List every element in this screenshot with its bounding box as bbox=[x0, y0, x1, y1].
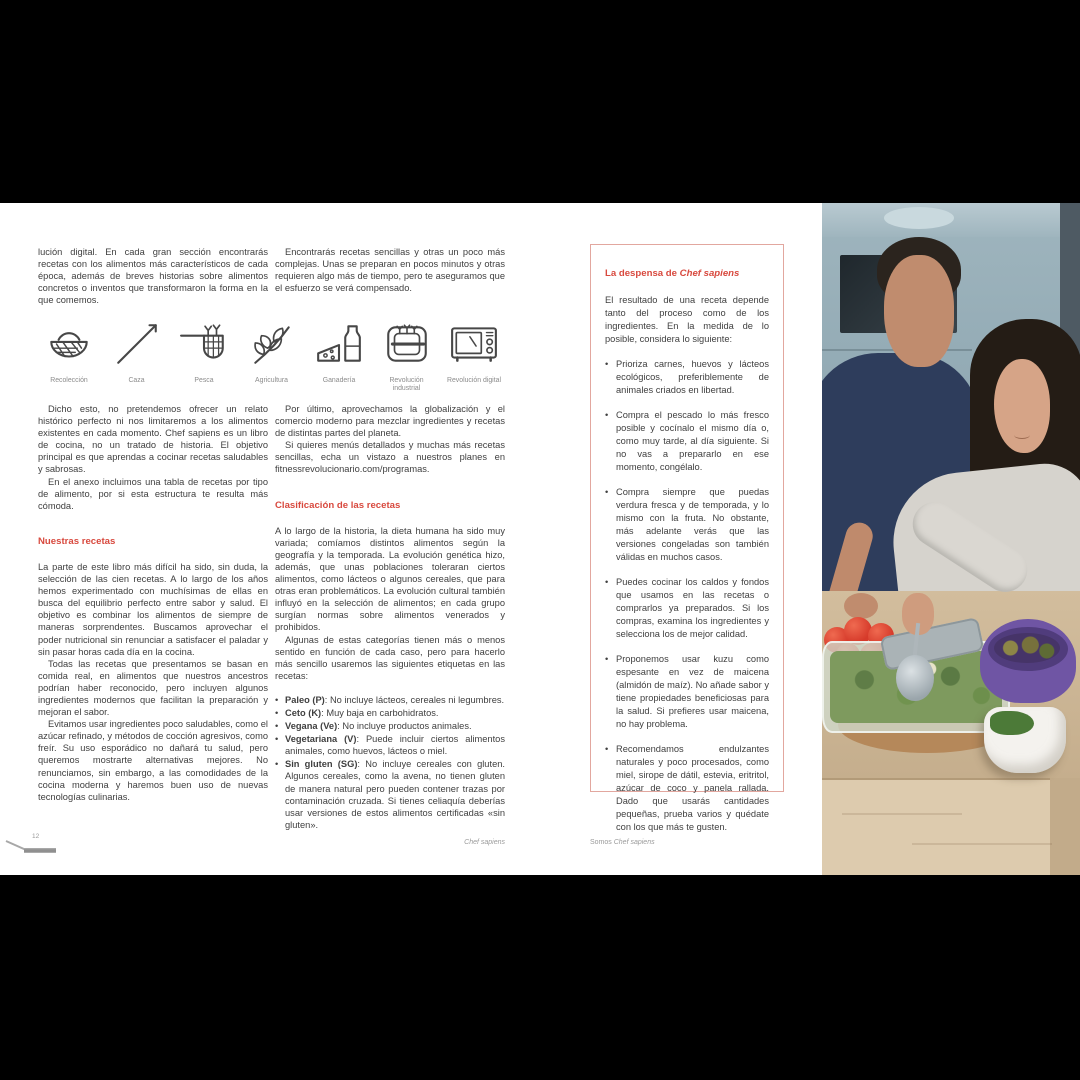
white-bowl bbox=[984, 707, 1066, 773]
paragraph: Encontrarás recetas sencillas y otras un poco más complejas. Unas se preparan en pocos minutos y otras requieren algo más de tiempo, pero te aseguramos que el esfuerzo se verá compensado. bbox=[275, 247, 505, 294]
pantry-sidebar-box bbox=[590, 244, 784, 832]
purple-bowl bbox=[980, 619, 1076, 703]
page-number: 12 bbox=[32, 833, 40, 840]
icon-label: Recolección bbox=[50, 377, 88, 384]
section-heading-clasificacion: Clasificación de las recetas bbox=[275, 499, 401, 511]
can-icon bbox=[382, 319, 432, 369]
book-spread bbox=[0, 203, 1080, 875]
list-item: • Recomendamos endulzantes naturales y poco procesados, como miel, sirope de dátil, estevia, eritritol, azúcar de coco y panela rallada. Dado que usarás cantidades pequeñas, prueba varios y quédate con los que más te gusten. bbox=[605, 744, 769, 832]
paragraph: Si quieres menús detallados y muchas más recetas sencillas, echa un vistazo a nuestros planes en fitnessrevolucionario.com/programas. bbox=[275, 440, 505, 475]
food-history-icon-band bbox=[38, 319, 505, 394]
net-icon bbox=[179, 319, 229, 369]
running-title-right: Somos Chef sapiens bbox=[590, 839, 655, 846]
middle-column-main bbox=[275, 403, 505, 832]
left-column-main bbox=[38, 403, 268, 803]
list-item: • Compra el pescado lo más fresco posible y cocínalo el mismo día o, como muy tarde, al día siguiente. Si no vas a prepararlo en ese momento, congélalo. bbox=[605, 410, 769, 472]
paragraph: En el anexo incluimos una tabla de recetas por tipo de alimento, por si esta estructura te resulta más cómoda. bbox=[38, 476, 268, 511]
wood-grain bbox=[842, 813, 962, 815]
ceiling-light bbox=[884, 207, 954, 229]
microwave-icon bbox=[449, 319, 499, 369]
icon-label: Revolución industrial bbox=[389, 377, 424, 393]
list-item: • Puedes cocinar los caldos y fondos que usamos en las recetas o comprarlos ya preparados. Si los compras, examina los ingredientes y selecciona los de mejor calidad. bbox=[605, 577, 769, 639]
counter-front bbox=[822, 778, 1080, 875]
list-item: • Sin gluten (SG): No incluye cereales con gluten. Algunos cereales, como la avena, no tienen gluten de manera natural pero pueden contener trazas por contaminación cruzada. Si tienes celiaquía deberías usar versiones de estos alimentos certificadas «sin gluten». bbox=[275, 759, 505, 830]
woman-smile bbox=[1014, 431, 1030, 439]
left-column-intro bbox=[38, 246, 268, 306]
knife-icon bbox=[4, 839, 60, 855]
icon-item-caza bbox=[106, 319, 168, 394]
paragraph: Algunas de estas categorías tienen más o menos sentido en función de cada caso, pero para hacerlo más sencillo usaremos las siguientes etiquetas en las recetas: bbox=[275, 634, 505, 681]
paragraph: A lo largo de la historia, la dieta humana ha sido muy variada; comíamos distintos alimentos según la geografía y la temporada. La evolución genética hizo, además, que unas poblaciones toleraran ciertos alimentos, como lácteos o algunos cereales, que para otras eran problemáticos. La evolución cultural también influyó en la selección de alimentos; en cada grupo surgían normas sobre alimentos venerados y prohibidos. bbox=[275, 525, 505, 633]
kitchen-photo bbox=[822, 203, 1080, 875]
list-item: • Vegana (Ve): No incluye productos animales. bbox=[275, 721, 472, 732]
spinach-leaves bbox=[990, 711, 1034, 735]
icon-label: Agricultura bbox=[255, 377, 288, 384]
list-item: • Ceto (K): Muy baja en carbohidratos. bbox=[275, 707, 439, 718]
middle-column-intro bbox=[275, 246, 505, 294]
icon-item-revolucion-digital bbox=[443, 319, 505, 394]
icon-item-agricultura bbox=[241, 319, 303, 394]
dairy-icon bbox=[314, 319, 364, 369]
serving-spoon bbox=[896, 655, 934, 701]
spear-icon bbox=[112, 319, 162, 369]
paragraph: La parte de este libro más difícil ha sido, sin duda, la selección de las cien recetas. A lo largo de los años hemos experimentado con muchísimas de ellas en busca del equilibrio perfecto entre sabor y salud. El objetivo es combinar los alimentos de siempre de maneras sorprendentes. Buscamos aprovechar el poder nutricional sin renunciar a satisfacer el paladar y sin pasar horas cada día en la cocina. bbox=[38, 561, 268, 657]
section-heading-nuestras-recetas: Nuestras recetas bbox=[38, 535, 116, 547]
bowl-food bbox=[994, 633, 1060, 663]
paragraph: Evitamos usar ingredientes poco saludables, como el azúcar refinado, y métodos de cocción agresivos, como freír. Su uso esporádico no dañará tu salud, pero queremos mostrarte alternativas mejores. No renunciamos, sin embargo, a las comodidades de la cocina moderna y haremos buen uso de nuevas tecnologías culinarias. bbox=[38, 719, 268, 802]
wood-grain bbox=[912, 843, 1052, 845]
paragraph: Todas las recetas que presentamos se basan en comida real, en alimentos que nuestros ancestros podrían haber reconocido, pero incluyen algunos ingredientes modernos que facilitan la preparación y mejoran el sabor. bbox=[38, 658, 268, 718]
icon-item-ganaderia bbox=[308, 319, 370, 394]
icon-item-pesca bbox=[173, 319, 235, 394]
basket-icon bbox=[44, 319, 94, 369]
pantry-box-title: La despensa de Chef sapiens bbox=[605, 268, 740, 279]
list-item: • Paleo (P): No incluye lácteos, cereales ni legumbres. bbox=[275, 694, 505, 705]
pantry-tips-list bbox=[605, 358, 769, 834]
icon-label: Caza bbox=[128, 377, 145, 384]
icon-label: Ganadería bbox=[322, 377, 356, 384]
paragraph: lución digital. En cada gran sección encontrarás recetas con los alimentos más característicos de cada época, además de breves historias sobre alimentos concretos o inventos que transformaron la forma en la que comemos. bbox=[38, 247, 268, 306]
man-face bbox=[884, 255, 954, 367]
icon-label: Revolución digital bbox=[446, 377, 501, 384]
paragraph: Dicho esto, no pretendemos ofrecer un relato histórico perfecto ni nos limitaremos a los alimentos existentes en cada momento. Chef sapiens es un libro de cocina, no un tratado de historia. El objetivo principal es que aprendas a cocinar recetas saludables y sabrosas. bbox=[38, 404, 268, 475]
list-item: • Proponemos usar kuzu como espesante en vez de maicena (almidón de maíz). No añade sabor y tiene propiedades beneficiosas para la salud. Si prefieres usar maicena, no hay problema. bbox=[605, 654, 769, 729]
pantry-box-intro: El resultado de una receta depende tanto del proceso como de los ingredientes. En la medida de lo posible, considera lo siguiente: bbox=[605, 295, 769, 344]
list-item: • Vegetariana (V): Puede incluir ciertos alimentos animales, como huevos, lácteos o miel. bbox=[275, 734, 505, 757]
counter-side bbox=[1050, 778, 1080, 875]
list-item: • Compra siempre que puedas verdura fresca y de temporada, y lo mismo con la fruta. No obstante, más adelante verás que las versiones congeladas son también válidas en muchos casos. bbox=[605, 487, 769, 562]
recipe-tags-list bbox=[275, 694, 505, 831]
wheat-icon bbox=[247, 319, 297, 369]
icon-label: Pesca bbox=[194, 377, 214, 384]
icon-item-recoleccion bbox=[38, 319, 100, 394]
list-item: • Prioriza carnes, huevos y lácteos ecológicos, preferiblemente de animales criados en libertad. bbox=[605, 359, 769, 395]
icon-item-revolucion-industrial bbox=[376, 319, 438, 394]
running-title-left: Chef sapiens bbox=[464, 839, 505, 846]
paragraph: Por último, aprovechamos la globalización y el comercio moderno para mezclar ingredientes y recetas de distintas partes del planeta. bbox=[275, 404, 505, 439]
